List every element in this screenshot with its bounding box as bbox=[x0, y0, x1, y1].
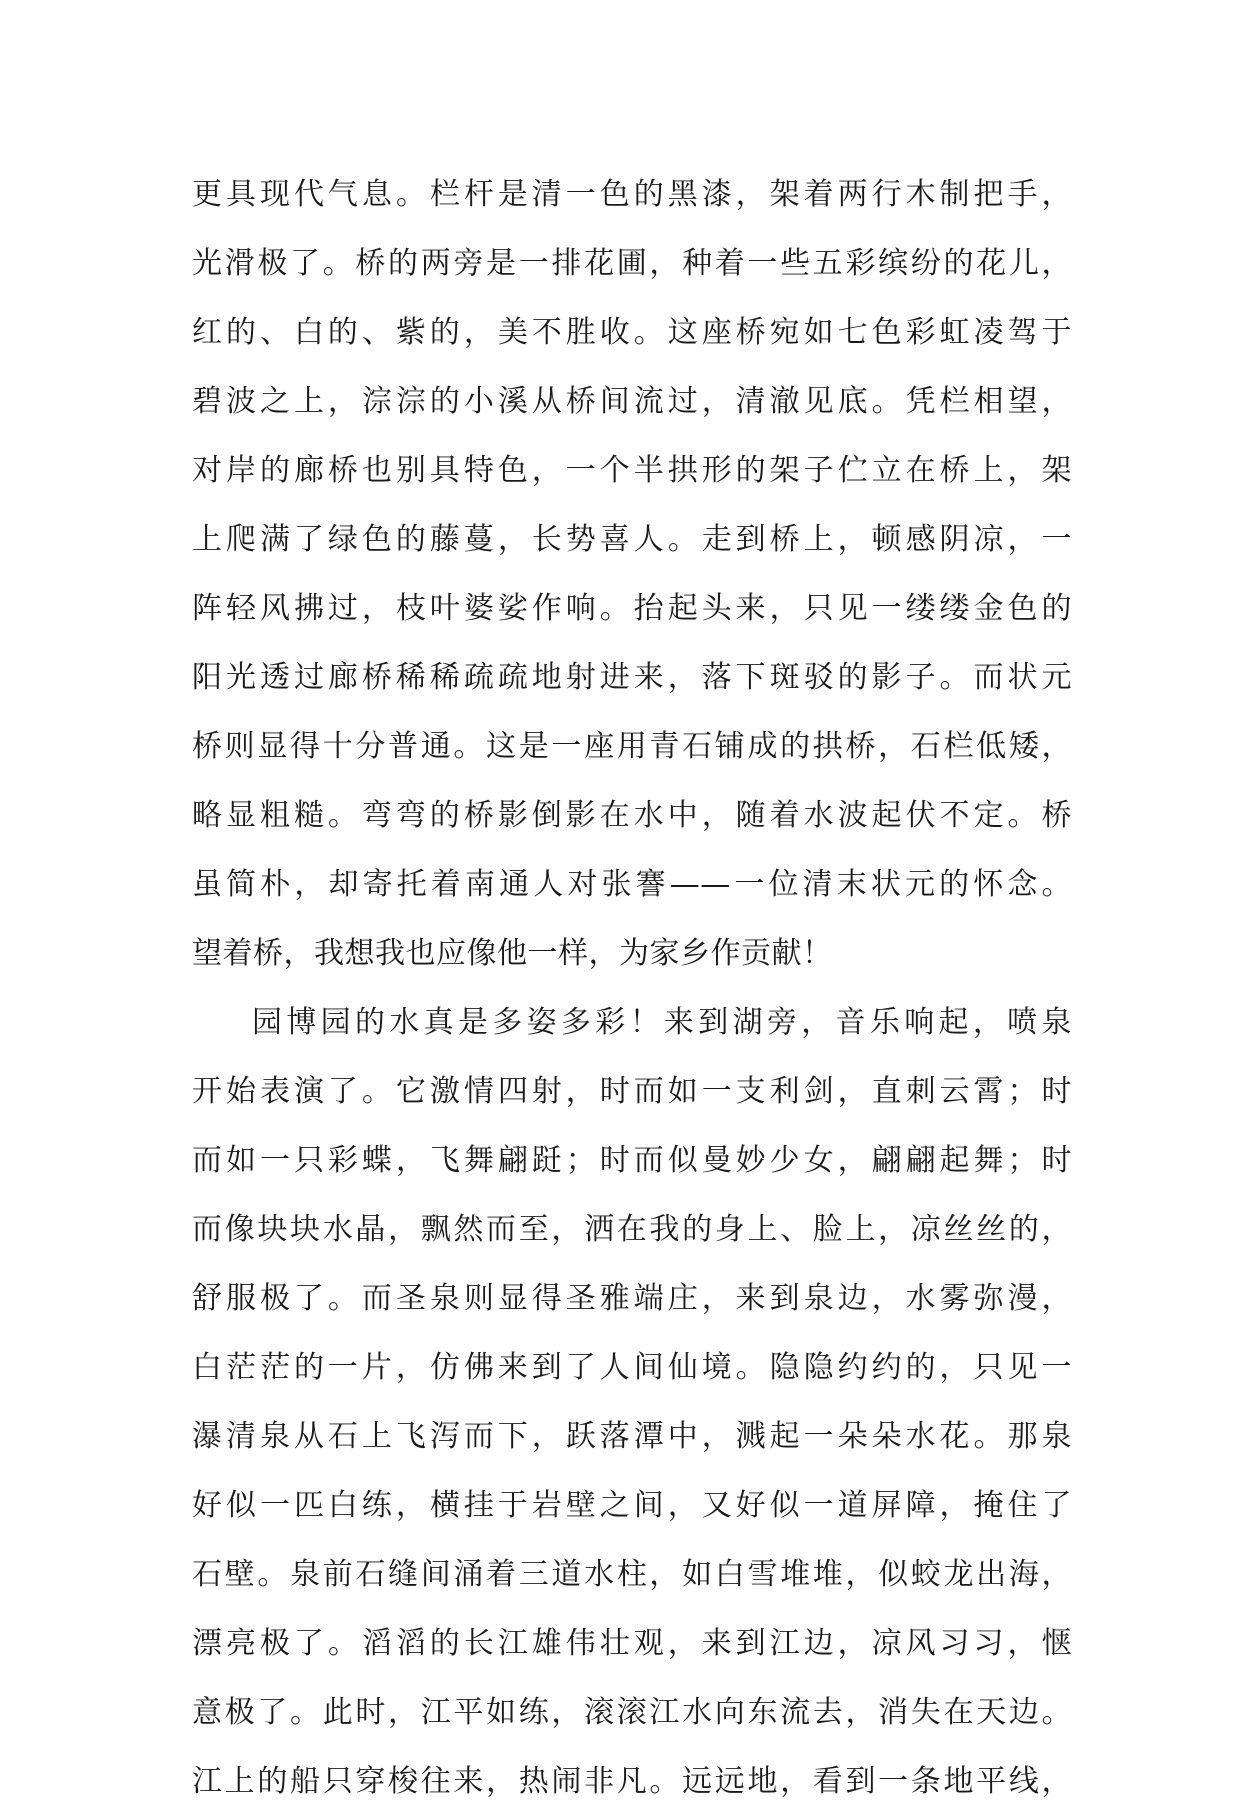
text-line: 阵轻风拂过，枝叶婆娑作响。抬起头来，只见一缕缕金色的 bbox=[192, 591, 1072, 626]
text-line: 望着桥，我想我也应像他一样，为家乡作贡献！ bbox=[192, 936, 833, 971]
text-line: 略显粗糙。弯弯的桥影倒影在水中，随着水波起伏不定。桥 bbox=[192, 798, 1072, 833]
text-line: 舒服极了。而圣泉则显得圣雅端庄，来到泉边，水雾弥漫， bbox=[192, 1281, 1072, 1316]
text-line: 上爬满了绿色的藤蔓，长势喜人。走到桥上，顿感阴凉，一 bbox=[192, 522, 1072, 557]
text-line: 意极了。此时，江平如练，滚滚江水向东流去，消失在天边。 bbox=[192, 1695, 1072, 1730]
text-line: 而如一只彩蝶，飞舞翩跹；时而似曼妙少女，翩翩起舞；时 bbox=[192, 1143, 1072, 1178]
text-line: 白茫茫的一片，仿佛来到了人间仙境。隐隐约约的，只见一 bbox=[192, 1350, 1072, 1385]
text-line: 好似一匹白练，横挂于岩壁之间，又好似一道屏障，掩住了 bbox=[192, 1488, 1072, 1523]
text-line: 更具现代气息。栏杆是清一色的黑漆，架着两行木制把手， bbox=[192, 177, 1072, 212]
text-line: 江上的船只穿梭往来，热闹非凡。远远地，看到一条地平线， bbox=[192, 1764, 1072, 1799]
text-line: 石壁。泉前石缝间涌着三道水柱，如白雪堆堆，似蛟龙出海， bbox=[192, 1557, 1072, 1592]
text-line: 漂亮极了。滔滔的长江雄伟壮观，来到江边，凉风习习，惬 bbox=[192, 1626, 1072, 1661]
body-text bbox=[192, 160, 1072, 1816]
text-line: 阳光透过廊桥稀稀疏疏地射进来，落下斑驳的影子。而状元 bbox=[192, 660, 1072, 695]
text-line: 对岸的廊桥也别具特色，一个半拱形的架子伫立在桥上，架 bbox=[192, 453, 1072, 488]
text-line: 瀑清泉从石上飞泻而下，跃落潭中，溅起一朵朵水花。那泉 bbox=[192, 1419, 1072, 1454]
text-line: 虽简朴，却寄托着南通人对张謇——一位清末状元的怀念。 bbox=[192, 867, 1072, 902]
text-line: 而像块块水晶，飘然而至，洒在我的身上、脸上，凉丝丝的， bbox=[192, 1212, 1072, 1247]
text-line: 红的、白的、紫的，美不胜收。这座桥宛如七色彩虹凌驾于 bbox=[192, 315, 1072, 350]
text-line: 碧波之上，淙淙的小溪从桥间流过，清澈见底。凭栏相望， bbox=[192, 384, 1072, 419]
text-line: 开始表演了。它激情四射，时而如一支利剑，直刺云霄；时 bbox=[192, 1074, 1072, 1109]
paragraph-start-line: 园博园的水真是多姿多彩！来到湖旁，音乐响起，喷泉 bbox=[252, 1005, 1072, 1040]
text-line: 光滑极了。桥的两旁是一排花圃，种着一些五彩缤纷的花儿， bbox=[192, 246, 1072, 281]
text-line: 桥则显得十分普通。这是一座用青石铺成的拱桥，石栏低矮， bbox=[192, 729, 1072, 764]
